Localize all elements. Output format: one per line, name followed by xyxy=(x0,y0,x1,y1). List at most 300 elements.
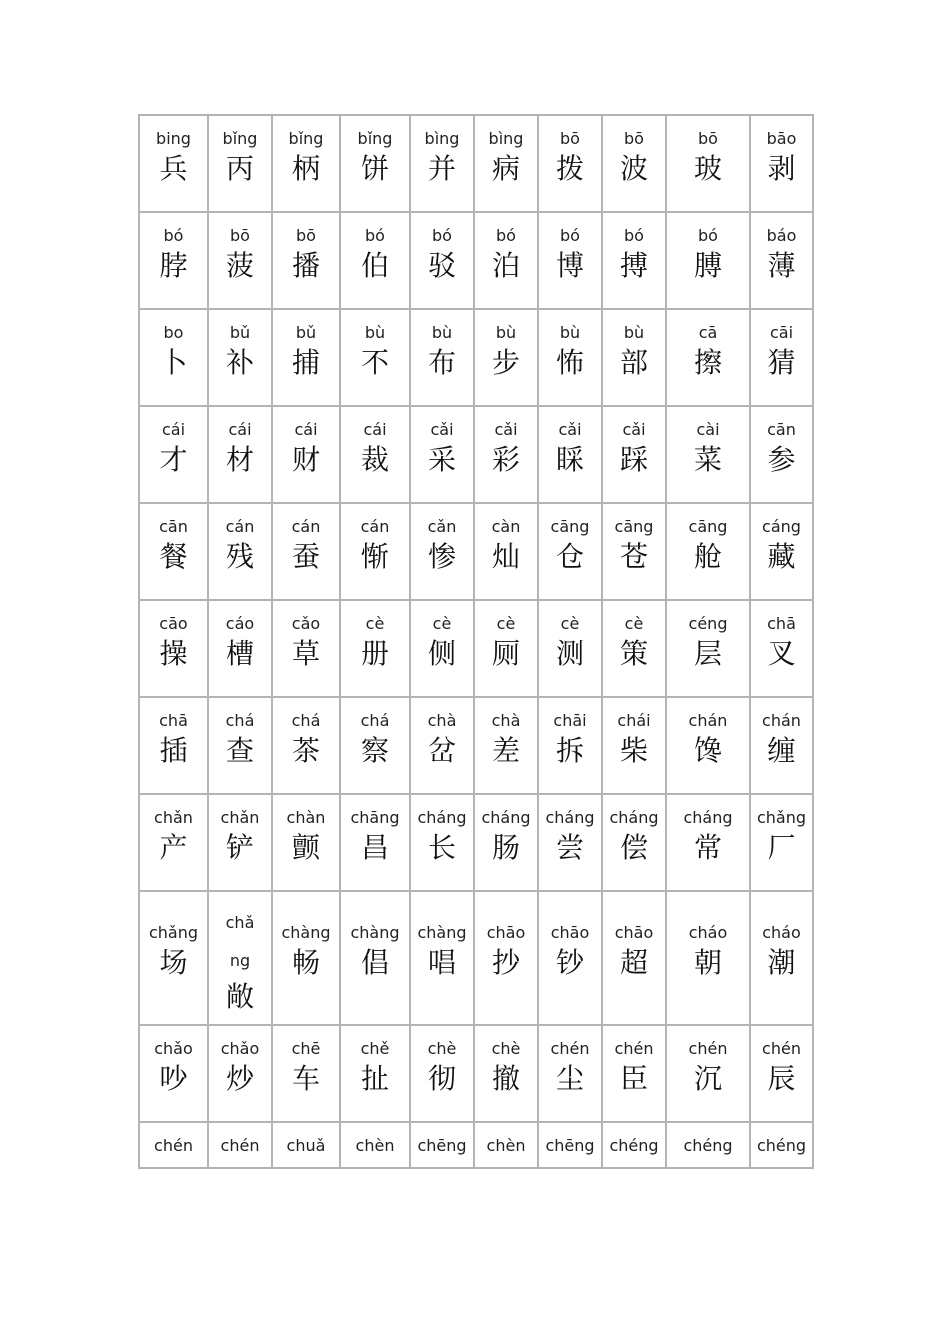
hanzi-character: 测 xyxy=(555,637,584,670)
character-cell xyxy=(208,1025,272,1122)
hanzi-character: 舱 xyxy=(693,540,722,573)
hanzi-character: 脖 xyxy=(159,249,188,282)
hanzi-character: 缠 xyxy=(767,734,796,767)
pinyin-label: bǔ xyxy=(295,323,317,342)
pinyin-label: chà xyxy=(491,711,521,730)
pinyin-label: cán xyxy=(291,517,321,536)
pinyin-label: cài xyxy=(696,420,720,439)
character-cell xyxy=(602,309,666,406)
character-cell xyxy=(208,891,272,1025)
hanzi-character: 残 xyxy=(225,540,254,573)
hanzi-character: 猜 xyxy=(767,346,796,379)
hanzi-character: 朝 xyxy=(693,946,722,979)
table-row xyxy=(139,1122,813,1168)
hanzi-character: 敞 xyxy=(225,980,254,1013)
character-cell xyxy=(474,697,538,794)
pinyin-label: chén xyxy=(688,1039,728,1058)
pinyin-label: cè xyxy=(496,614,516,633)
hanzi-character: 惨 xyxy=(427,540,456,573)
hanzi-character: 饼 xyxy=(360,152,389,185)
table-row xyxy=(139,891,813,1025)
hanzi-character: 采 xyxy=(427,443,456,476)
pinyin-label: chán xyxy=(762,711,801,730)
pinyin-label: cháng xyxy=(481,808,531,827)
pinyin-label: chá xyxy=(360,711,390,730)
character-cell xyxy=(272,600,340,697)
pinyin-label: bìng xyxy=(488,129,524,148)
hanzi-character: 兵 xyxy=(159,152,188,185)
character-cell xyxy=(750,794,813,891)
character-cell xyxy=(666,212,750,309)
character-cell xyxy=(410,406,474,503)
hanzi-character: 捕 xyxy=(291,346,320,379)
character-cell xyxy=(538,891,602,1025)
character-cell xyxy=(474,212,538,309)
character-cell xyxy=(538,503,602,600)
hanzi-character: 炒 xyxy=(225,1062,254,1095)
pinyin-label: chēng xyxy=(417,1136,467,1155)
pinyin-label: chái xyxy=(617,711,651,730)
hanzi-character: 并 xyxy=(427,152,456,185)
character-cell xyxy=(750,406,813,503)
hanzi-character: 部 xyxy=(619,346,648,379)
hanzi-character: 颤 xyxy=(291,831,320,864)
pinyin-label: cān xyxy=(159,517,188,536)
pinyin-label: chāo xyxy=(550,923,590,942)
pinyin-label: bù xyxy=(364,323,386,342)
hanzi-character: 怖 xyxy=(555,346,584,379)
character-cell xyxy=(602,891,666,1025)
pinyin-label: chǎn xyxy=(220,808,260,827)
pinyin-label: chāo xyxy=(614,923,654,942)
hanzi-character: 长 xyxy=(427,831,456,864)
pinyin-label: cāo xyxy=(159,614,188,633)
pinyin-label: bō xyxy=(698,129,718,148)
pinyin-label: chǎng xyxy=(756,808,807,827)
table-row xyxy=(139,212,813,309)
character-cell xyxy=(538,1025,602,1122)
hanzi-character: 丙 xyxy=(225,152,254,185)
hanzi-character: 步 xyxy=(491,346,520,379)
hanzi-character: 倡 xyxy=(360,946,389,979)
pinyin-label: bing xyxy=(156,129,191,148)
character-cell xyxy=(208,503,272,600)
pinyin-label: chà xyxy=(427,711,457,730)
character-cell xyxy=(750,1025,813,1122)
hanzi-character: 唱 xyxy=(427,946,456,979)
table-row xyxy=(139,309,813,406)
hanzi-character: 驳 xyxy=(427,249,456,282)
character-cell xyxy=(666,891,750,1025)
hanzi-character: 层 xyxy=(693,637,722,670)
character-cell xyxy=(666,697,750,794)
character-cell xyxy=(340,115,410,212)
character-cell xyxy=(602,1025,666,1122)
hanzi-character: 膊 xyxy=(693,249,722,282)
table-row xyxy=(139,1025,813,1122)
pinyin-label: cáo xyxy=(225,614,255,633)
character-cell xyxy=(410,600,474,697)
pinyin-label: bǐng xyxy=(357,129,393,148)
pinyin-label: chén xyxy=(550,1039,590,1058)
character-cell xyxy=(474,1025,538,1122)
character-cell xyxy=(474,503,538,600)
hanzi-character: 铲 xyxy=(225,831,254,864)
character-cell xyxy=(410,115,474,212)
pinyin-label: cái xyxy=(228,420,252,439)
pinyin-label: chāng xyxy=(350,808,400,827)
pinyin-label: bǔ xyxy=(229,323,251,342)
character-cell xyxy=(666,1122,750,1168)
character-cell xyxy=(602,697,666,794)
pinyin-label: bō xyxy=(624,129,644,148)
character-cell xyxy=(410,697,474,794)
character-cell xyxy=(410,212,474,309)
hanzi-character: 拨 xyxy=(555,152,584,185)
character-cell xyxy=(410,309,474,406)
character-cell xyxy=(666,1025,750,1122)
hanzi-character: 蚕 xyxy=(291,540,320,573)
hanzi-character: 厂 xyxy=(767,831,796,864)
pinyin-label: bō xyxy=(230,226,250,245)
character-cell xyxy=(666,600,750,697)
hanzi-character: 布 xyxy=(427,346,456,379)
character-cell xyxy=(340,697,410,794)
character-cell xyxy=(340,212,410,309)
character-cell xyxy=(340,406,410,503)
hanzi-character: 踩 xyxy=(619,443,648,476)
pinyin-label: cháng xyxy=(683,808,733,827)
character-cell xyxy=(208,406,272,503)
character-cell xyxy=(272,697,340,794)
pinyin-label: chán xyxy=(688,711,728,730)
pinyin-label: chén xyxy=(762,1039,801,1058)
hanzi-character: 策 xyxy=(619,637,648,670)
pinyin-label: bó xyxy=(698,226,718,245)
hanzi-character: 柄 xyxy=(291,152,320,185)
character-cell xyxy=(666,406,750,503)
hanzi-character: 补 xyxy=(225,346,254,379)
pinyin-label: cái xyxy=(161,420,186,439)
pinyin-label: cā xyxy=(698,323,718,342)
character-cell xyxy=(272,115,340,212)
character-cell xyxy=(538,1122,602,1168)
pinyin-label: cháng xyxy=(417,808,467,827)
hanzi-character: 灿 xyxy=(491,540,520,573)
hanzi-character: 查 xyxy=(225,734,254,767)
pinyin-label: cháo xyxy=(688,923,728,942)
character-cell xyxy=(750,212,813,309)
character-cell xyxy=(272,794,340,891)
pinyin-label: bǐng xyxy=(222,129,258,148)
pinyin-label: chá xyxy=(291,711,321,730)
character-cell xyxy=(474,115,538,212)
character-cell xyxy=(538,212,602,309)
character-cell xyxy=(208,1122,272,1168)
table-row xyxy=(139,794,813,891)
pinyin-label: cǎi xyxy=(494,420,518,439)
hanzi-character: 扯 xyxy=(360,1062,389,1095)
character-cell xyxy=(272,1122,340,1168)
character-cell xyxy=(139,309,208,406)
pinyin-label: bù xyxy=(559,323,581,342)
pinyin-label: bó xyxy=(432,226,452,245)
hanzi-character: 博 xyxy=(555,249,584,282)
character-cell xyxy=(474,794,538,891)
character-cell xyxy=(272,406,340,503)
character-cell xyxy=(666,115,750,212)
pinyin-label: chāi xyxy=(553,711,587,730)
hanzi-character: 才 xyxy=(159,443,188,476)
hanzi-character: 插 xyxy=(159,734,188,767)
pinyin-label: chēng xyxy=(545,1136,595,1155)
pinyin-label: chè xyxy=(427,1039,457,1058)
hanzi-character: 册 xyxy=(360,637,389,670)
character-cell xyxy=(602,406,666,503)
pinyin-label: báo xyxy=(766,226,797,245)
hanzi-character: 操 xyxy=(159,637,188,670)
hanzi-character: 拆 xyxy=(555,734,584,767)
pinyin-label: cái xyxy=(294,420,318,439)
pinyin-label: bó xyxy=(496,226,516,245)
pinyin-label: chè xyxy=(491,1039,521,1058)
pinyin-label: chā xyxy=(767,614,796,633)
pinyin-label: cán xyxy=(225,517,255,536)
character-cell xyxy=(272,309,340,406)
pinyin-label: chèn xyxy=(355,1136,395,1155)
hanzi-character: 睬 xyxy=(555,443,584,476)
hanzi-character: 草 xyxy=(291,637,320,670)
hanzi-character: 剥 xyxy=(767,152,796,185)
character-cell xyxy=(666,309,750,406)
pinyin-label: céng xyxy=(688,614,728,633)
pinyin-label: cāng xyxy=(550,517,590,536)
hanzi-character: 彩 xyxy=(491,443,520,476)
character-cell xyxy=(340,1122,410,1168)
hanzi-character: 撤 xyxy=(491,1062,520,1095)
character-cell xyxy=(750,600,813,697)
pinyin-label: càn xyxy=(491,517,521,536)
character-cell xyxy=(474,1122,538,1168)
character-cell xyxy=(750,309,813,406)
pinyin-label: cái xyxy=(363,420,387,439)
hanzi-character: 病 xyxy=(491,152,520,185)
character-cell xyxy=(602,212,666,309)
hanzi-character: 茶 xyxy=(291,734,320,767)
hanzi-character: 常 xyxy=(693,831,722,864)
character-cell xyxy=(139,503,208,600)
hanzi-character: 肠 xyxy=(491,831,520,864)
character-cell xyxy=(208,115,272,212)
pinyin-label: chǎng xyxy=(148,923,199,942)
table-body xyxy=(139,115,813,1168)
pinyin-label: cán xyxy=(360,517,390,536)
pinyin-label: chèn xyxy=(486,1136,526,1155)
character-cell xyxy=(410,794,474,891)
pinyin-label: chéng xyxy=(683,1136,733,1155)
table-row xyxy=(139,600,813,697)
hanzi-character: 岔 xyxy=(427,734,456,767)
pinyin-label: chē xyxy=(291,1039,321,1058)
character-cell xyxy=(750,1122,813,1168)
hanzi-character: 槽 xyxy=(225,637,254,670)
hanzi-character: 差 xyxy=(491,734,520,767)
character-cell xyxy=(602,1122,666,1168)
table-row xyxy=(139,406,813,503)
hanzi-character: 惭 xyxy=(360,540,389,573)
character-cell xyxy=(340,309,410,406)
pinyin-label: cān xyxy=(767,420,796,439)
character-cell xyxy=(340,503,410,600)
pinyin-label: cè xyxy=(365,614,385,633)
hanzi-character: 薄 xyxy=(767,249,796,282)
hanzi-character: 抄 xyxy=(491,946,520,979)
pinyin-label: chéng xyxy=(756,1136,807,1155)
pinyin-label: cè xyxy=(560,614,580,633)
pinyin-label: bō xyxy=(296,226,316,245)
pinyin-label: bo xyxy=(163,323,184,342)
character-cell xyxy=(602,600,666,697)
character-cell xyxy=(208,600,272,697)
character-cell xyxy=(538,794,602,891)
character-cell xyxy=(666,503,750,600)
pinyin-label: chuǎ xyxy=(286,1136,326,1155)
pinyin-label: cāng xyxy=(688,517,728,536)
pinyin-label: bù xyxy=(495,323,517,342)
hanzi-character: 卜 xyxy=(159,346,188,379)
character-cell xyxy=(139,891,208,1025)
character-cell xyxy=(602,794,666,891)
character-cell xyxy=(272,891,340,1025)
pinyin-label: chā xyxy=(159,711,188,730)
hanzi-character: 播 xyxy=(291,249,320,282)
pinyin-label: chén xyxy=(220,1136,260,1155)
character-cell xyxy=(410,891,474,1025)
pinyin-label: chàng xyxy=(350,923,400,942)
hanzi-character: 察 xyxy=(360,734,389,767)
character-cell xyxy=(750,115,813,212)
character-cell xyxy=(340,891,410,1025)
character-cell xyxy=(340,794,410,891)
hanzi-character: 尝 xyxy=(555,831,584,864)
hanzi-character: 超 xyxy=(619,946,648,979)
pinyin-label: bìng xyxy=(424,129,460,148)
pinyin-label: cāng xyxy=(614,517,654,536)
pinyin-label: chàng xyxy=(281,923,331,942)
character-cell xyxy=(139,1122,208,1168)
character-cell xyxy=(410,503,474,600)
character-cell xyxy=(139,794,208,891)
pinyin-label: chén xyxy=(154,1136,193,1155)
hanzi-character: 财 xyxy=(291,443,320,476)
pinyin-label: cǎn xyxy=(427,517,457,536)
hanzi-character: 餐 xyxy=(159,540,188,573)
hanzi-character: 馋 xyxy=(693,734,722,767)
character-cell xyxy=(474,600,538,697)
hanzi-character: 昌 xyxy=(360,831,389,864)
pinyin-label: chéng xyxy=(609,1136,659,1155)
pinyin-label: bó xyxy=(365,226,385,245)
character-cell xyxy=(139,1025,208,1122)
hanzi-character: 畅 xyxy=(291,946,320,979)
character-cell xyxy=(139,115,208,212)
hanzi-character: 藏 xyxy=(767,540,796,573)
character-cell xyxy=(340,1025,410,1122)
character-cell xyxy=(602,115,666,212)
hanzi-character: 沉 xyxy=(693,1062,722,1095)
hanzi-character: 搏 xyxy=(619,249,648,282)
pinyin-label: cāi xyxy=(769,323,794,342)
character-cell xyxy=(139,212,208,309)
hanzi-character: 材 xyxy=(225,443,254,476)
hanzi-character: 臣 xyxy=(619,1062,648,1095)
character-cell xyxy=(208,212,272,309)
hanzi-character: 玻 xyxy=(693,152,722,185)
hanzi-character: 菜 xyxy=(693,443,722,476)
pinyin-label: chá xyxy=(225,711,255,730)
pinyin-label: cháo xyxy=(762,923,801,942)
character-cell xyxy=(474,406,538,503)
pinyin-label: chén xyxy=(614,1039,654,1058)
pinyin-label: bó xyxy=(163,226,184,245)
pinyin-label: bō xyxy=(560,129,580,148)
hanzi-character: 苍 xyxy=(619,540,648,573)
pinyin-label: cháng xyxy=(545,808,595,827)
hanzi-character: 车 xyxy=(291,1062,320,1095)
pinyin-label: cáng xyxy=(762,517,801,536)
hanzi-character: 柴 xyxy=(619,734,648,767)
hanzi-character: 潮 xyxy=(767,946,796,979)
pinyin-label: chě xyxy=(360,1039,390,1058)
character-cell xyxy=(410,1025,474,1122)
table-row xyxy=(139,697,813,794)
hanzi-character: 波 xyxy=(619,152,648,185)
hanzi-character: 吵 xyxy=(159,1062,188,1095)
hanzi-character: 尘 xyxy=(555,1062,584,1095)
hanzi-character: 裁 xyxy=(360,443,389,476)
pinyin-character-table xyxy=(138,114,814,1169)
pinyin-label: bǐng xyxy=(288,129,324,148)
table-row xyxy=(139,503,813,600)
character-cell xyxy=(139,406,208,503)
pinyin-label: bāo xyxy=(766,129,797,148)
pinyin-label: bù xyxy=(623,323,645,342)
character-cell xyxy=(538,697,602,794)
character-cell xyxy=(208,794,272,891)
character-cell xyxy=(474,891,538,1025)
hanzi-character: 不 xyxy=(360,346,389,379)
pinyin-label: cǎi xyxy=(430,420,454,439)
pinyin-label: bó xyxy=(560,226,580,245)
hanzi-character: 钞 xyxy=(555,946,584,979)
hanzi-character: 仓 xyxy=(555,540,584,573)
character-cell xyxy=(272,1025,340,1122)
hanzi-character: 偿 xyxy=(619,831,648,864)
pinyin-label: chàng xyxy=(417,923,467,942)
character-cell xyxy=(208,309,272,406)
hanzi-character: 泊 xyxy=(491,249,520,282)
hanzi-character: 擦 xyxy=(693,346,722,379)
pinyin-label: chǎo xyxy=(154,1039,193,1058)
pinyin-label: bó xyxy=(624,226,644,245)
character-cell xyxy=(340,600,410,697)
pinyin-label: cháng xyxy=(609,808,659,827)
hanzi-character: 叉 xyxy=(767,637,796,670)
hanzi-character: 菠 xyxy=(225,249,254,282)
character-cell xyxy=(538,600,602,697)
character-cell xyxy=(139,600,208,697)
character-cell xyxy=(474,309,538,406)
